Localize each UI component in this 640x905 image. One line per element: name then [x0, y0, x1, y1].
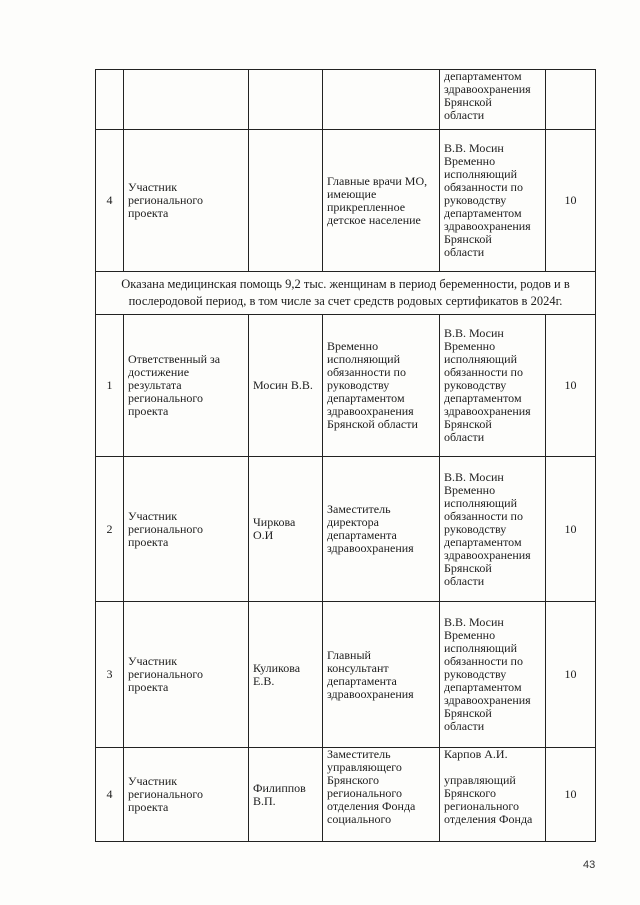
role-cell: Ответственный за достижение результата регионального проекта: [124, 315, 249, 457]
name-cell: Мосин В.В.: [249, 315, 323, 457]
row-number: 2: [96, 457, 124, 602]
row-number: 3: [96, 602, 124, 748]
score-cell: 10: [546, 315, 596, 457]
table-row: [96, 457, 596, 602]
score-cell: 10: [546, 748, 596, 842]
role-cell: [124, 70, 249, 130]
table-row: [96, 602, 596, 748]
table-row: [96, 70, 596, 130]
row-number: 4: [96, 130, 124, 272]
name-cell: Чиркова О.И: [249, 457, 323, 602]
position-cell: Заместитель директора департамента здравоохранения: [323, 457, 440, 602]
supervisor-cell: Карпов А.И. управляющий Брянского регионального отделения Фонда: [440, 748, 546, 842]
name-cell: [249, 70, 323, 130]
section-banner: Оказана медицинская помощь 9,2 тыс. женщинам в период беременности, родов и в послеродовой период, в том числе за счет средств родовых сертификатов в 2024г.: [96, 272, 596, 315]
position-cell: Главный консультант департамента здравоохранения: [323, 602, 440, 748]
page-number: 43: [583, 859, 596, 871]
score-cell: [546, 70, 596, 130]
name-cell: [249, 130, 323, 272]
position-cell: Главные врачи МО, имеющие прикрепленное детское население: [323, 130, 440, 272]
row-number: 1: [96, 315, 124, 457]
role-cell: Участник регионального проекта: [124, 457, 249, 602]
score-cell: 10: [546, 130, 596, 272]
position-cell: Временно исполняющий обязанности по руководству департаментом здравоохранения Брянской области: [323, 315, 440, 457]
name-cell: Куликова Е.В.: [249, 602, 323, 748]
row-number: [96, 70, 124, 130]
row-number: 4: [96, 748, 124, 842]
position-cell: [323, 70, 440, 130]
supervisor-cell: В.В. Мосин Временно исполняющий обязанности по руководству департаментом здравоохранения Брянской области: [440, 315, 546, 457]
table-row: [96, 130, 596, 272]
table-row: [96, 315, 596, 457]
score-cell: 10: [546, 602, 596, 748]
position-cell: Заместитель управляющего Брянского регионального отделения Фонда социального: [323, 748, 440, 842]
supervisor-cell: В.В. Мосин Временно исполняющий обязанности по руководству департаментом здравоохранения Брянской области: [440, 457, 546, 602]
supervisor-cell: В.В. Мосин Временно исполняющий обязанности по руководству департаментом здравоохранения Брянской области: [440, 602, 546, 748]
supervisor-cell: департаментом здравоохранения Брянской области: [440, 70, 546, 130]
score-cell: 10: [546, 457, 596, 602]
responsibility-table: [95, 69, 596, 842]
role-cell: Участник регионального проекта: [124, 602, 249, 748]
role-cell: Участник регионального проекта: [124, 748, 249, 842]
role-cell: Участник регионального проекта: [124, 130, 249, 272]
name-cell: Филиппов В.П.: [249, 748, 323, 842]
table-row: [96, 748, 596, 842]
section-banner-row: [96, 272, 596, 315]
supervisor-cell: В.В. Мосин Временно исполняющий обязанности по руководству департаментом здравоохранения Брянской области: [440, 130, 546, 272]
